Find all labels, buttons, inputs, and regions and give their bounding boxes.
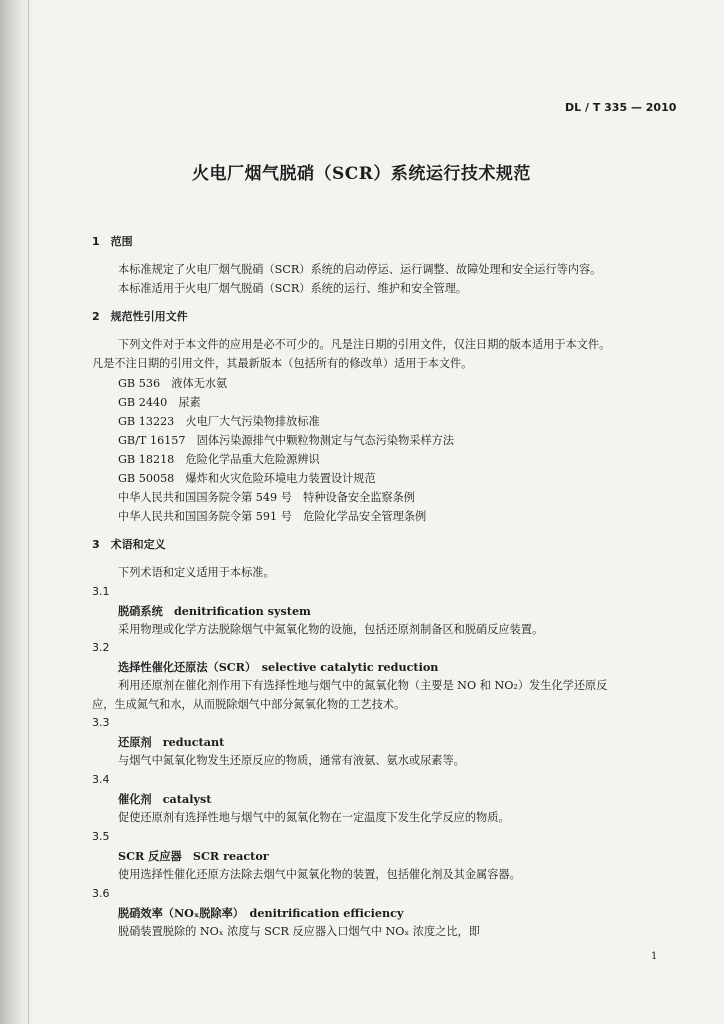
- reference-item: GB/T 16157 固体污染源排气中颗粒物测定与气态污染物采样方法: [118, 434, 455, 447]
- term-definition: 使用选择性催化还原方法除去烟气中氮氧化物的装置，包括催化剂及其金属容器。: [118, 868, 521, 881]
- section-3-heading: 3 术语和定义: [92, 538, 166, 551]
- paragraph-line: 凡是不注日期的引用文件，其最新版本（包括所有的修改单）适用于本文件。: [92, 357, 473, 370]
- term-number: 3.5: [92, 830, 110, 843]
- reference-item: 中华人民共和国国务院令第 549 号 特种设备安全监察条例: [118, 491, 415, 504]
- reference-item: 中华人民共和国国务院令第 591 号 危险化学品安全管理条例: [118, 510, 427, 523]
- term-title: SCR 反应器 SCR reactor: [118, 849, 269, 863]
- term-definition: 促使还原剂有选择性地与烟气中的氮氧化物在一定温度下发生化学反应的物质。: [118, 811, 510, 824]
- term-definition: 与烟气中氮氧化物发生还原反应的物质，通常有液氨、氨水或尿素等。: [118, 754, 465, 767]
- term-definition: 利用还原剂在催化剂作用下有选择性地与烟气中的氮氧化物（主要是 NO 和 NO₂）发生化学还原反: [118, 679, 608, 692]
- term-title: 脱硝系统 denitrification system: [118, 604, 311, 618]
- paragraph-line: 下列术语和定义适用于本标准。: [118, 566, 275, 579]
- term-number: 3.2: [92, 641, 110, 654]
- paragraph-line: 本标准规定了火电厂烟气脱硝（SCR）系统的启动停运、运行调整、故障处理和安全运行等内容。: [118, 263, 602, 276]
- reference-item: GB 50058 爆炸和火灾危险环境电力装置设计规范: [118, 472, 376, 485]
- page-title: 火电厂烟气脱硝（SCR）系统运行技术规范: [192, 164, 531, 184]
- section-2-heading: 2 规范性引用文件: [92, 310, 188, 323]
- reference-item: GB 2440 尿素: [118, 396, 201, 409]
- paragraph-line: 下列文件对于本文件的应用是必不可少的。凡是注日期的引用文件，仅注日期的版本适用于本文件。: [118, 338, 611, 351]
- term-definition: 应，生成氮气和水，从而脱除烟气中部分氮氧化物的工艺技术。: [92, 698, 406, 711]
- header-doc-code: DL / T 335 — 2010: [565, 101, 677, 114]
- term-title: 选择性催化还原法（SCR） selective catalytic reduction: [118, 660, 439, 674]
- reference-item: GB 18218 危险化学品重大危险源辨识: [118, 453, 320, 466]
- term-definition: 脱硝装置脱除的 NOₓ 浓度与 SCR 反应器入口烟气中 NOₓ 浓度之比，即: [118, 925, 480, 938]
- term-title: 脱硝效率（NOₓ脱除率） denitrification efficiency: [118, 906, 404, 920]
- term-definition: 采用物理或化学方法脱除烟气中氮氧化物的设施，包括还原剂制备区和脱硝反应装置。: [118, 623, 544, 636]
- page-number: 1: [651, 951, 658, 962]
- term-number: 3.6: [92, 887, 110, 900]
- term-number: 3.3: [92, 716, 110, 729]
- term-number: 3.1: [92, 585, 110, 598]
- reference-item: GB 536 液体无水氨: [118, 377, 228, 390]
- paragraph-line: 本标准适用于火电厂烟气脱硝（SCR）系统的运行、维护和安全管理。: [118, 282, 468, 295]
- reference-item: GB 13223 火电厂大气污染物排放标准: [118, 415, 320, 428]
- term-number: 3.4: [92, 773, 110, 786]
- binding-line: [28, 0, 29, 1024]
- term-title: 催化剂 catalyst: [118, 792, 212, 806]
- term-title: 还原剂 reductant: [118, 735, 225, 749]
- section-1-heading: 1 范围: [92, 235, 133, 248]
